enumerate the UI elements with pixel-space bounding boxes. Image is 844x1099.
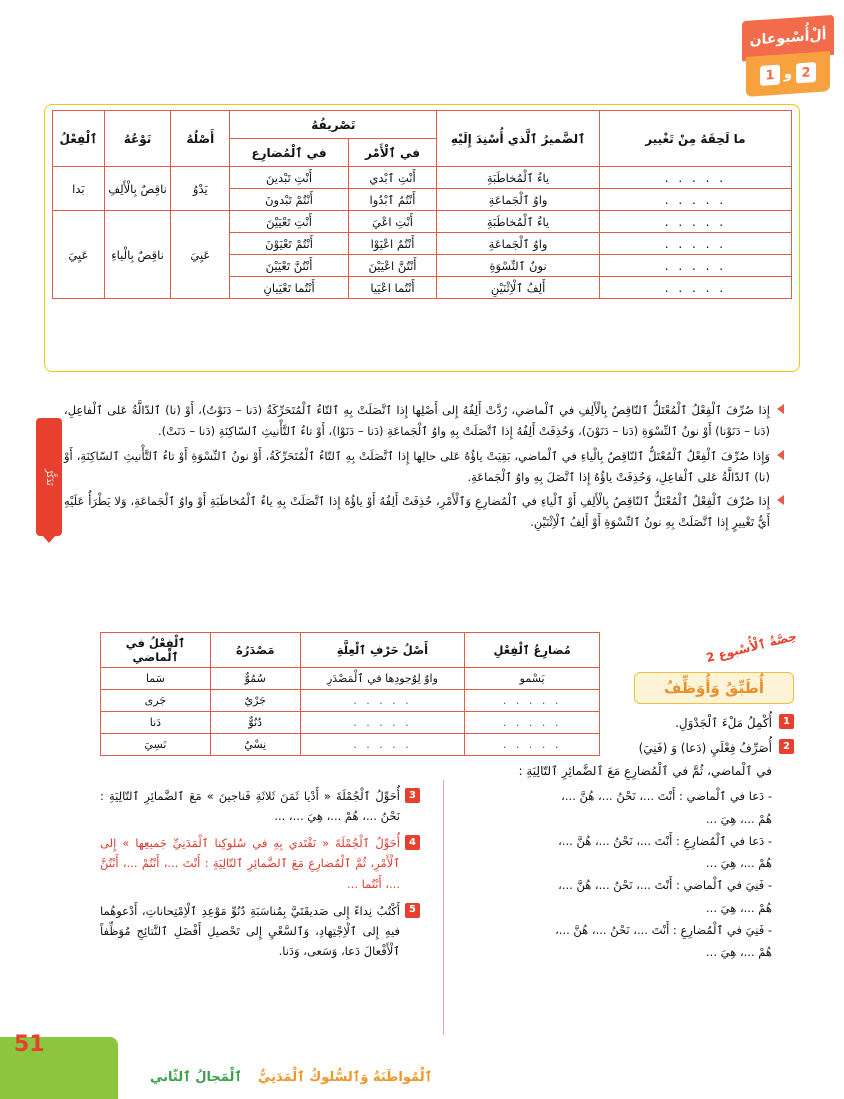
rule-text: إِذا صُرِّفَ ٱلْفِعْلُ ٱلْمُعْتَلُّ ٱلنّاقِصُ بِالْأَلِفِ أَوْ ٱلْياءِ في ٱلْمُضارِعِ وَٱلْأَمْرِ، حُذِفَتْ أَلِفُهُ أَوْ ياؤُهُ إِذا ٱتَّصَلَتْ بِهِ ياءُ ٱلْمُخاطَبَةِ أَوْ واوُ ٱلْجَماعَةِ، وَلا يَطْرَأُ عَلَيْهِ أَيُّ تَغْييرٍ إِذا ٱتَّصَلَتْ بِهِ نونُ ٱلنِّسْوَةِ أَوْ أَلِفُ ٱلْاِثْنَيْنِ. xyxy=(64,494,770,530)
bullet-icon xyxy=(777,404,784,414)
exercise-text: أُحَوِّلُ ٱلْجُمْلَةَ « أَدْيا ثَمَنَ ثَلاثَةِ فَناجينَ » مَعَ ٱلضَّمائِرِ ٱلتّالِيَةِ : نَحْنُ ...، هُمْ ...، هِيَ ...، ... xyxy=(100,789,400,824)
table-row xyxy=(101,690,600,712)
rule-text: وَإِذا صُرِّفَ ٱلْفِعْلُ ٱلْمُعْتَلُّ ٱلنّاقِصُ بِالْياءِ في ٱلْماضي، بَقِيَتْ ياؤُهُ عَلى حالِها إِذا ٱتَّصَلَتْ بِهِ ٱلتّاءُ ٱلْمُتَحَرِّكَةُ، أَوْ نونُ ٱلنِّسْوَةِ أَوْ تاءُ ٱلتَّأْنيثِ ٱلسّاكِنَةِ، أَوْ (نا) ٱلدّالَّةُ عَلى ٱلْفاعِلِ، وَحُذِفَتْ ياؤُهُ إِذا ٱتَّصَلَ بِهِ واوُ ٱلْجَماعَةِ. xyxy=(64,448,770,484)
blank-line: - فَنِيَ في ٱلْماضي : أَنْتَ ...، نَحْنُ ...، هُنَّ ...، xyxy=(558,878,772,893)
table-row xyxy=(101,668,600,690)
conjugation-table-wrap xyxy=(52,110,792,299)
cell-present: . . . . . xyxy=(465,712,600,734)
cell-present: . . . . . xyxy=(465,690,600,712)
cell-imperative: أَنْتُمُ ٱبْدُوا xyxy=(348,189,437,211)
column-divider xyxy=(443,780,444,1035)
cell-change: . . . . . xyxy=(599,211,791,233)
exercise-number: 4 xyxy=(405,835,420,850)
conjugation-table xyxy=(52,110,792,299)
exercise-2 xyxy=(454,737,794,964)
cell-past: جَرى xyxy=(101,690,211,712)
week-prefix: ألْ xyxy=(809,27,827,45)
exercise-5 xyxy=(100,901,420,961)
cell-change: . . . . . xyxy=(599,255,791,277)
page-number: 51 xyxy=(14,1032,45,1057)
blank-line: هُمْ ...، هِيَ ... xyxy=(706,811,772,826)
cell-past: سَما xyxy=(101,668,211,690)
small-header-row xyxy=(101,633,600,668)
blank-line: هُمْ ...، هِيَ ... xyxy=(706,945,772,960)
footer-unit: ٱلْمَجالُ ٱلثّاني xyxy=(150,1070,242,1085)
cell-present: أَنْتِ تَبْدينَ xyxy=(230,167,348,189)
cell-imperative: أَنْتُما اعْيَيا xyxy=(348,277,437,299)
cell-imperative: أَنْتُنَّ اعْيَيْنَ xyxy=(348,255,437,277)
exercise-number: 2 xyxy=(779,739,794,754)
cell-origin-letter: . . . . . xyxy=(300,734,465,756)
exercise-number: 3 xyxy=(405,788,420,803)
cell-type: ناقِصٌ بِالْياءِ xyxy=(104,211,171,299)
cell-origin: يَدْوُ xyxy=(171,167,230,211)
cell-pronoun: ياءُ ٱلْمُخاطَبَةِ xyxy=(437,167,600,189)
cell-masdar: سُمُوٌّ xyxy=(210,668,300,690)
th-change: ما لَحِقَهُ مِنْ تَغْيير xyxy=(599,111,791,167)
exercise-text: أُصَرِّفُ فِعْلَيِ (دَعا) وَ (فَنِيَ) xyxy=(638,740,772,755)
th-past-verb: ٱلْفِعْلُ في ٱلْماضي xyxy=(101,633,211,668)
cell-imperative: أَنْتِ ٱبْدي xyxy=(348,167,437,189)
th-origin-letter: أَصْلُ حَرْفِ ٱلْعِلَّةِ xyxy=(300,633,465,668)
cell-past: نَسِيَ xyxy=(101,734,211,756)
th-type: نَوْعُهُ xyxy=(104,111,171,167)
table-row xyxy=(53,211,792,233)
cell-present: أَنْتُنَّ تَعْيَيْنَ xyxy=(230,255,348,277)
blank-line: - فَنِيَ في ٱلْمُضارِعِ : أَنْتَ ...، نَحْنُ ...، هُنَّ ...، xyxy=(555,922,772,937)
cell-present: . . . . . xyxy=(465,734,600,756)
cell-pronoun: واوُ ٱلْجَماعَةِ xyxy=(437,233,600,255)
cell-change: . . . . . xyxy=(599,277,791,299)
week-text: أُسْبوعان xyxy=(749,28,810,49)
cell-origin-letter: واوٌ لِوُجودِها في ٱلْمَصْدَرِ xyxy=(300,668,465,690)
cell-masdar: نِسْيٌ xyxy=(210,734,300,756)
cell-verb: بَدا xyxy=(53,167,105,211)
cell-verb: عَيِيَ xyxy=(53,211,105,299)
blank-line: - دَعا في ٱلْمُضارِعِ : أَنْتَ ...، نَحْنُ ...، هُنَّ ...، xyxy=(558,833,772,848)
exercise-text: أَكْتُبُ نِداءً إِلى صَديقَتَيَّ بِمُناسَبَةِ دُنُوِّ مَوْعِدِ ٱلْاِمْتِحاناتِ، أَدْعوهُما فيهِ إِلى ٱلْاِجْتِهادِ، وَٱلسَّعْيِ إِلى تَحْصيلِ أَفْضَلِ ٱلنَّتائِجِ مُوَظِّفاً ٱلْأَفْعالَ دَعا، وَسَعى، وَدَنا. xyxy=(100,903,400,958)
rule-item xyxy=(64,491,784,534)
footer-topic: ٱلْمُواطَنَةُ وَٱلسُّلوكُ ٱلْمَدَنِيُّ xyxy=(258,1070,433,1085)
cell-masdar: جَرْيٌ xyxy=(210,690,300,712)
cell-present: أَنْتِ تَعْيَيْنَ xyxy=(230,211,348,233)
cell-change: . . . . . xyxy=(599,233,791,255)
cell-pronoun: ياءُ ٱلْمُخاطَبَةِ xyxy=(437,211,600,233)
cell-past: دَنا xyxy=(101,712,211,734)
cell-present: أَنْتُما تَعْيَيانِ xyxy=(230,277,348,299)
table-row xyxy=(53,167,792,189)
cell-masdar: دُنُوٌّ xyxy=(210,712,300,734)
cell-imperative: أَنْتِ اعْيَ xyxy=(348,211,437,233)
th-pronoun: ٱلضَّميرُ ٱلَّذي أُسْنِدَ إِلَيْهِ xyxy=(437,111,600,167)
exercise-number: 1 xyxy=(779,714,794,729)
th-present-verb: مُضارِعُ ٱلْفِعْلِ xyxy=(465,633,600,668)
cell-change: . . . . . xyxy=(599,167,791,189)
cell-present: أَنْتُمْ تَعْيَوْنَ xyxy=(230,233,348,255)
cell-type: ناقِصٌ بِالْأَلِفِ xyxy=(104,167,171,211)
blank-line: هُمْ ...، هِيَ ... xyxy=(706,900,772,915)
blank-line: - دَعا في ٱلْماضي : أَنْتَ ...، نَحْنُ ...، هُنَّ ...، xyxy=(561,789,772,804)
cell-origin-letter: . . . . . xyxy=(300,690,465,712)
week-ribbon: حِصَّةُ ٱلْأُسْبوع 2 xyxy=(704,628,799,666)
rule-item xyxy=(64,446,784,489)
week-tab xyxy=(742,18,834,96)
th-masdar: مَصْدَرُهُ xyxy=(210,633,300,668)
th-origin: أَصْلُهُ xyxy=(171,111,230,167)
cell-origin-letter: . . . . . xyxy=(300,712,465,734)
week-numbers xyxy=(746,51,830,97)
footer-unit-green xyxy=(18,1072,23,1087)
cell-pronoun: نونُ ٱلنِّسْوَةِ xyxy=(437,255,600,277)
bullet-icon xyxy=(777,450,784,460)
th-imperative: في ٱلْأَمْر xyxy=(348,139,437,167)
exercise-4 xyxy=(100,833,420,893)
blank-line: هُمْ ...، هِيَ ... xyxy=(706,856,772,871)
exercises-left xyxy=(100,786,420,968)
cell-present: أَنْتُمْ تَبْدونَ xyxy=(230,189,348,211)
cell-pronoun: واوُ ٱلْجَماعَةِ xyxy=(437,189,600,211)
exercises-right xyxy=(454,712,794,966)
exercise-number: 5 xyxy=(405,903,420,918)
cell-change: . . . . . xyxy=(599,189,791,211)
apply-badge: أُطَبِّقُ وَأُوَظِّفُ xyxy=(634,672,794,704)
rules-block xyxy=(64,400,784,537)
week-num-2: 2 xyxy=(796,62,816,83)
rule-item xyxy=(64,400,784,443)
conjugation-blanks xyxy=(454,786,772,963)
exercise-1 xyxy=(454,712,794,735)
remember-badge: تَذَكَّرْ xyxy=(36,418,62,536)
rule-text: إِذا صُرِّفَ ٱلْفِعْلُ ٱلْمُعْتَلُّ ٱلنّاقِصُ بِالْأَلِفِ في ٱلْماضي، رُدَّتْ أَلِفُهُ إِلى أَصْلِها إِذا ٱتَّصَلَتْ بِهِ ٱلتّاءُ ٱلْمُتَحَرِّكَةُ (دَنا – دَنَوْتُ)، أَوْ (نا) ٱلدّالَّةُ عَلى ٱلْفاعِلِ، (دَنا – دَنَوْنا) أَوْ نونُ ٱلنِّسْوَةِ (دَنا – دَنَوْنَ)، وَحُذِفَتْ أَلِفُهُ إِذا ٱتَّصَلَتْ بِهِ واوُ ٱلْجَماعَةِ (دَنا – دَنَوْا)، أَوْ تاءُ ٱلتَّأْنيثِ ٱلسّاكِنَةِ (دَنا – دَنَتْ). xyxy=(64,403,770,439)
th-present: في ٱلْمُضارِع xyxy=(230,139,348,167)
exercise-3 xyxy=(100,786,420,826)
week-conj: و xyxy=(783,66,793,82)
cell-present: يَسْمو xyxy=(465,668,600,690)
table-header-row xyxy=(53,111,792,139)
cell-origin: عَيِيَ xyxy=(171,211,230,299)
bullet-icon xyxy=(777,495,784,505)
exercise-sub: في ٱلْماضي، ثُمَّ في ٱلْمُضارِعِ مَعَ ٱلضَّمائِرِ ٱلتّالِيَةِ : xyxy=(518,763,772,778)
th-verb: ٱلْفِعْلُ xyxy=(53,111,105,167)
week-num-1: 1 xyxy=(760,65,780,86)
exercise-text: أُحَوِّلُ ٱلْجُمْلَةَ « نَقْتَدي بِهِ في سُلوكِنا ٱلْمَدَنِيِّ جَميعِها » إِلى ٱلْأَمْرِ، ثُمَّ ٱلْمُضارِعِ مَعَ ٱلضَّمائِرِ ٱلتّالِيَةِ : أَنْتَ ...، أَنْتُمْ ...، أَنْتُنَّ ...، أَنْتُما ... xyxy=(100,836,400,891)
exercise-text: أُكْمِلُ مَلْءَ ٱلْجَدْوَلِ. xyxy=(675,716,772,730)
th-conjugation: تَصْريفُهُ xyxy=(230,111,437,139)
cell-pronoun: أَلِفُ ٱلْاِثْنَيْنِ xyxy=(437,277,600,299)
cell-imperative: أَنْتُمُ اعْيَوْا xyxy=(348,233,437,255)
